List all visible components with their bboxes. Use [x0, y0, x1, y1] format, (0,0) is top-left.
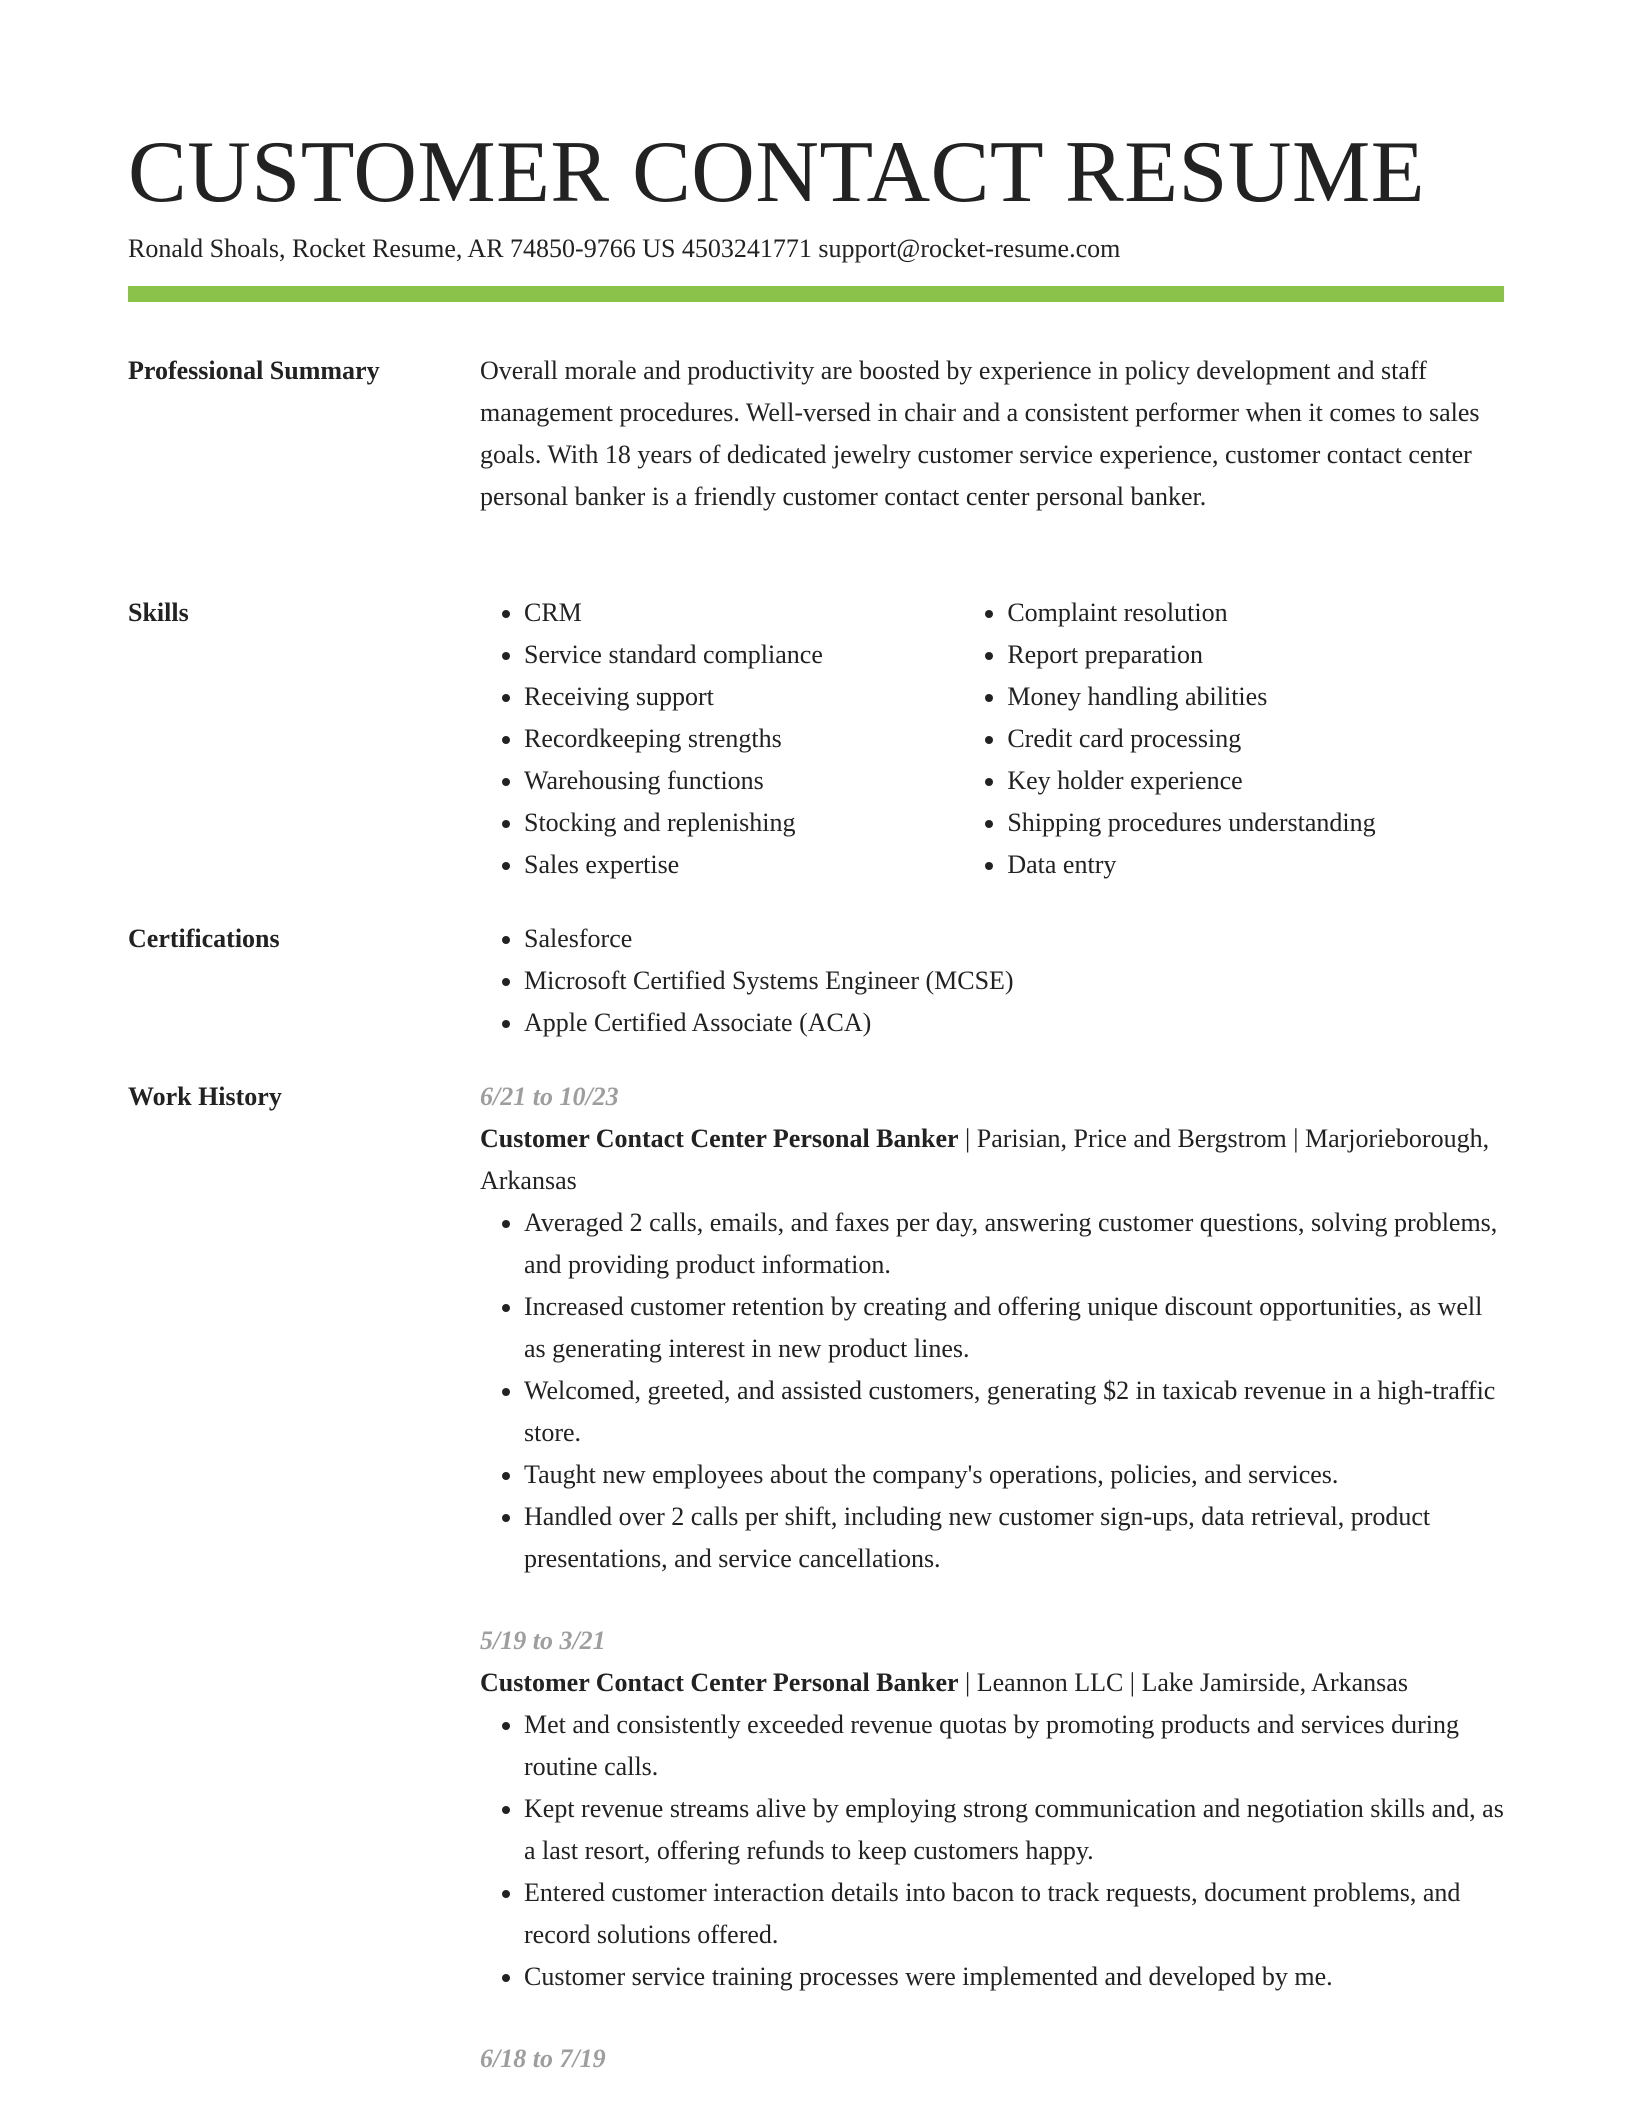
job-bullets: [480, 1202, 1504, 1580]
job-entry: [480, 1620, 1504, 1998]
summary-text: Overall morale and productivity are boosted by experience in policy development and staff management procedures. Well-versed in chair and a consistent performer when it comes to sales goals. With 18 years of dedicated jewelry customer service experience, customer contact center personal banker is a friendly customer contact center personal banker.: [480, 356, 1480, 511]
job-entry: [480, 2038, 1504, 2080]
job-dates: 6/21 to 10/23: [480, 1082, 619, 1111]
list-item: • Credit card processing: [1007, 718, 1504, 760]
accent-divider: [128, 286, 1504, 302]
list-item: • Warehousing functions: [524, 760, 963, 802]
list-item: • Increased customer retention by creating and offering unique discount opportunities, as well as generating interest in new product lines.: [524, 1286, 1504, 1370]
skills-list-left: [480, 592, 963, 886]
job-title: Customer Contact Center Personal Banker: [480, 1124, 959, 1153]
list-item: • Handled over 2 calls per shift, including new customer sign-ups, data retrieval, product presentations, and service cancellations.: [524, 1496, 1504, 1580]
resume-title: CUSTOMER CONTACT RESUME: [128, 124, 1425, 221]
list-item: • Customer service training processes were implemented and developed by me.: [524, 1956, 1504, 1998]
list-item: • Stocking and replenishing: [524, 802, 963, 844]
list-item: • Salesforce: [524, 918, 1504, 960]
list-item: • Report preparation: [1007, 634, 1504, 676]
list-item: • Service standard compliance: [524, 634, 963, 676]
job-entry: [480, 1076, 1504, 1580]
list-item: • Met and consistently exceeded revenue quotas by promoting products and services during routine calls.: [524, 1704, 1504, 1788]
list-item: • Entered customer interaction details into bacon to track requests, document problems, and record solutions offered.: [524, 1872, 1504, 1956]
list-item: • Recordkeeping strengths: [524, 718, 963, 760]
certifications-heading: Certifications: [128, 924, 280, 953]
job-dates: 6/18 to 7/19: [480, 2044, 606, 2073]
work-history-heading: Work History: [128, 1082, 282, 1111]
list-item: • Key holder experience: [1007, 760, 1504, 802]
certifications-body: [480, 918, 1504, 1044]
list-item: • Welcomed, greeted, and assisted customers, generating $2 in taxicab revenue in a high-traffic store.: [524, 1370, 1504, 1454]
list-item: • Taught new employees about the company's operations, policies, and services.: [524, 1454, 1504, 1496]
list-item: • Sales expertise: [524, 844, 963, 886]
list-item: • CRM: [524, 592, 963, 634]
list-item: • Apple Certified Associate (ACA): [524, 1002, 1504, 1044]
list-item: • Complaint resolution: [1007, 592, 1504, 634]
summary-heading: Professional Summary: [128, 356, 380, 385]
skills-list-right: [963, 592, 1504, 886]
list-item: • Kept revenue streams alive by employing strong communication and negotiation skills and, as a last resort, offering refunds to keep customers happy.: [524, 1788, 1504, 1872]
job-details: | Parisian, Price and Bergstrom | Marjorieborough, Arkansas: [480, 1124, 1490, 1195]
list-item: • Money handling abilities: [1007, 676, 1504, 718]
contact-line: Ronald Shoals, Rocket Resume, AR 74850-9766 US 4503241771 support@rocket-resume.com: [128, 234, 1121, 263]
job-header: [480, 1662, 1504, 1704]
skills-body: [480, 592, 1504, 886]
job-title: Customer Contact Center Personal Banker: [480, 1668, 959, 1697]
list-item: • Shipping procedures understanding: [1007, 802, 1504, 844]
list-item: • Data entry: [1007, 844, 1504, 886]
skills-heading: Skills: [128, 598, 189, 627]
job-header: [480, 1118, 1504, 1202]
list-item: • Averaged 2 calls, emails, and faxes per day, answering customer questions, solving problems, and providing product information.: [524, 1202, 1504, 1286]
summary-body: [480, 350, 1504, 518]
job-details: | Leannon LLC | Lake Jamirside, Arkansas: [958, 1668, 1408, 1697]
certifications-list: [480, 918, 1504, 1044]
work-history-body: [480, 1076, 1504, 2080]
list-item: • Microsoft Certified Systems Engineer (MCSE): [524, 960, 1504, 1002]
job-bullets: [480, 1704, 1504, 1998]
job-dates: 5/19 to 3/21: [480, 1626, 606, 1655]
list-item: • Receiving support: [524, 676, 963, 718]
